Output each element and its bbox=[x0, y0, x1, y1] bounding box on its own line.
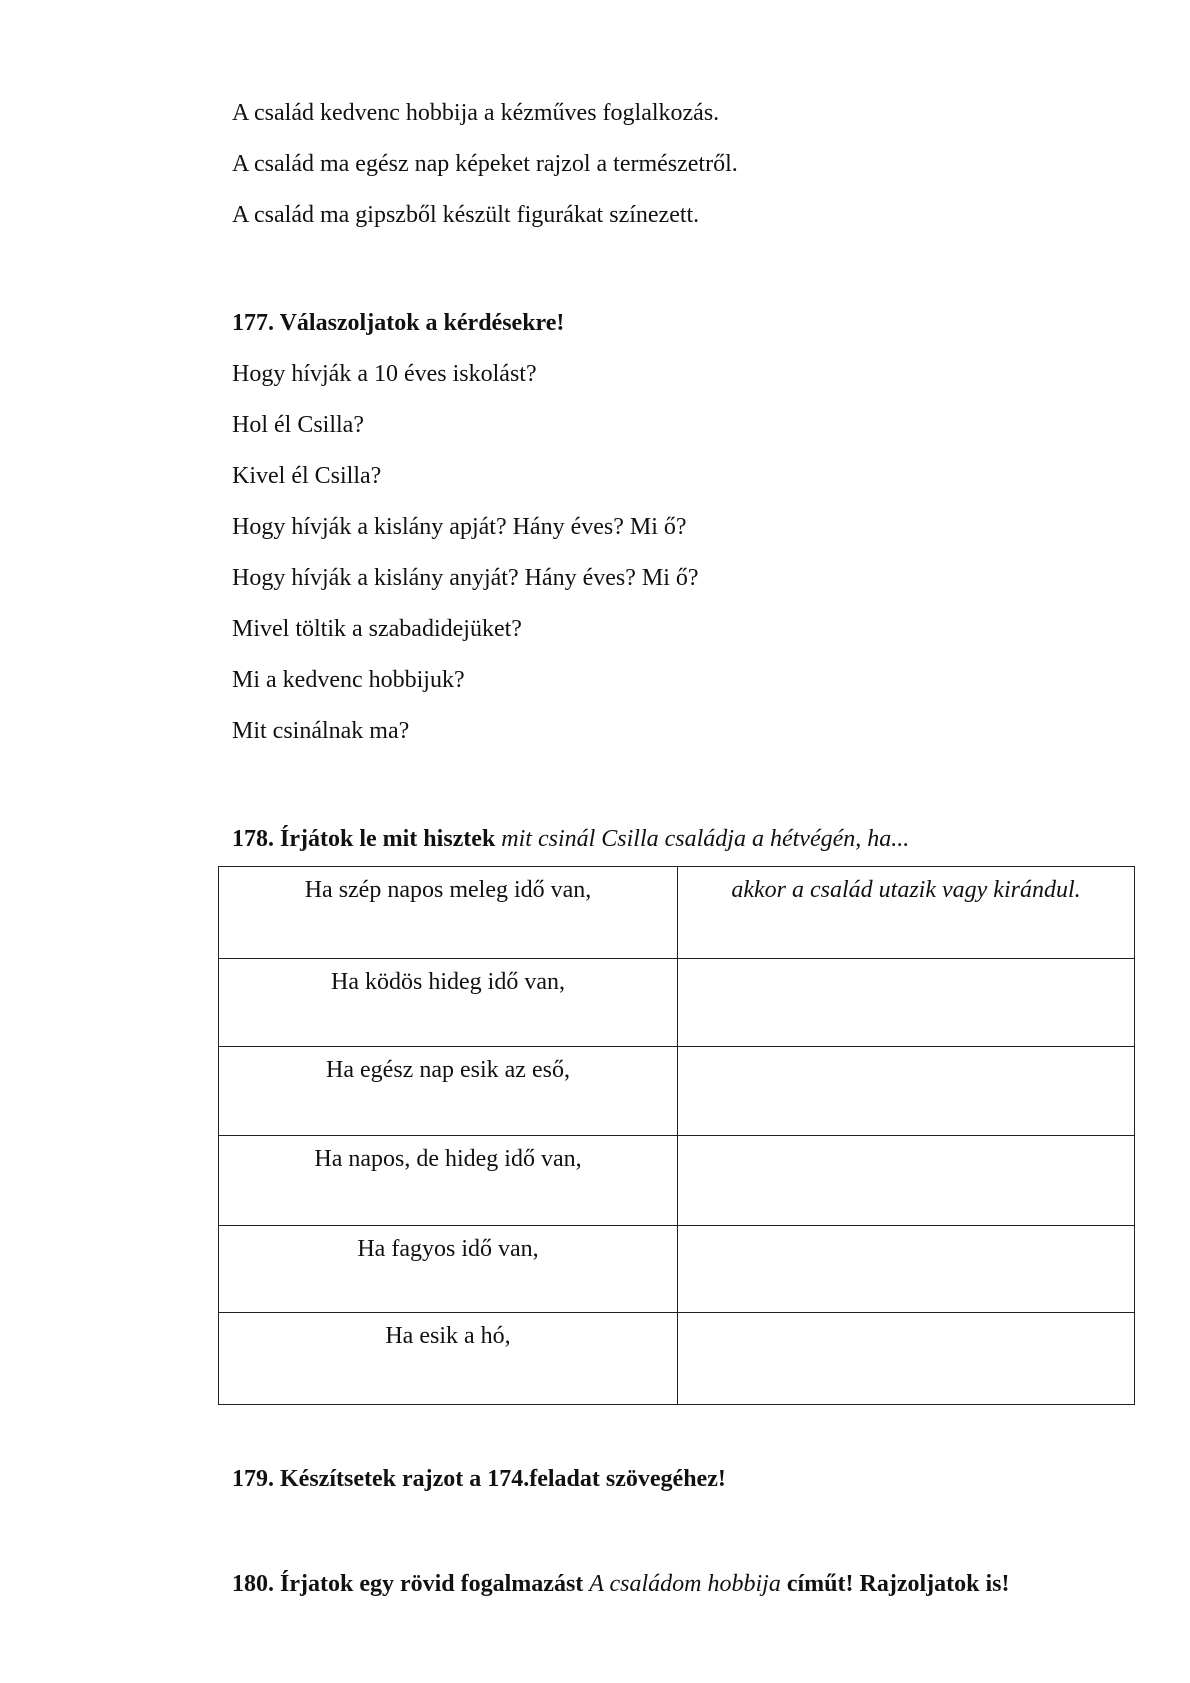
question-7: Mi a kedvenc hobbijuk? bbox=[232, 667, 465, 693]
table-row bbox=[219, 959, 1135, 1047]
question-2: Hol él Csilla? bbox=[232, 412, 364, 438]
condition-cell: Ha esik a hó, bbox=[219, 1313, 678, 1405]
answer-cell[interactable] bbox=[678, 1226, 1135, 1313]
table-row bbox=[219, 867, 1135, 959]
question-6: Mivel töltik a szabadidejüket? bbox=[232, 616, 522, 642]
question-5: Hogy hívják a kislány anyját? Hány éves? Mi ő? bbox=[232, 565, 699, 591]
intro-line-2: A család ma egész nap képeket rajzol a természetről. bbox=[232, 151, 738, 177]
task-180-paragraph bbox=[232, 1566, 1152, 1602]
table-row bbox=[219, 1136, 1135, 1226]
intro-line-3: A család ma gipszből készült figurákat színezett. bbox=[232, 202, 700, 228]
question-3: Kivel él Csilla? bbox=[232, 463, 382, 489]
table-row bbox=[219, 1313, 1135, 1405]
task-178-title-italic: mit csinál Csilla családja a hétvégén, ha... bbox=[501, 826, 910, 852]
condition-cell: Ha ködös hideg idő van, bbox=[219, 959, 678, 1047]
answer-cell[interactable] bbox=[678, 1313, 1135, 1405]
condition-cell: Ha egész nap esik az eső, bbox=[219, 1047, 678, 1136]
answer-cell[interactable] bbox=[678, 1136, 1135, 1226]
answer-cell[interactable]: akkor a család utazik vagy kirándul. bbox=[678, 867, 1135, 959]
question-8: Mit csinálnak ma? bbox=[232, 718, 410, 744]
question-1: Hogy hívják a 10 éves iskolást? bbox=[232, 361, 537, 387]
condition-cell: Ha napos, de hideg idő van, bbox=[219, 1136, 678, 1226]
answer-cell[interactable] bbox=[678, 959, 1135, 1047]
condition-cell: Ha szép napos meleg idő van, bbox=[219, 867, 678, 959]
table-row bbox=[219, 1047, 1135, 1136]
condition-cell: Ha fagyos idő van, bbox=[219, 1226, 678, 1313]
task-180-italic-title: A családom hobbija bbox=[589, 1571, 781, 1597]
task-177-title: 177. Válaszoljatok a kérdésekre! bbox=[232, 310, 565, 336]
task-178-title-bold: 178. Írjátok le mit hisztek bbox=[232, 826, 496, 852]
task-179-title: 179. Készítsetek rajzot a 174.feladat szövegéhez! bbox=[232, 1466, 726, 1492]
table-row bbox=[219, 1226, 1135, 1313]
intro-line-1: A család kedvenc hobbija a kézműves foglalkozás. bbox=[232, 100, 720, 126]
weather-table bbox=[218, 866, 1135, 1405]
task-180-part2: címűt! Rajzoljatok is! bbox=[786, 1571, 1010, 1597]
task-178-title bbox=[232, 824, 909, 854]
task-180-part1: 180. Írjatok egy rövid fogalmazást bbox=[232, 1571, 584, 1597]
answer-cell[interactable] bbox=[678, 1047, 1135, 1136]
question-4: Hogy hívják a kislány apját? Hány éves? Mi ő? bbox=[232, 514, 687, 540]
